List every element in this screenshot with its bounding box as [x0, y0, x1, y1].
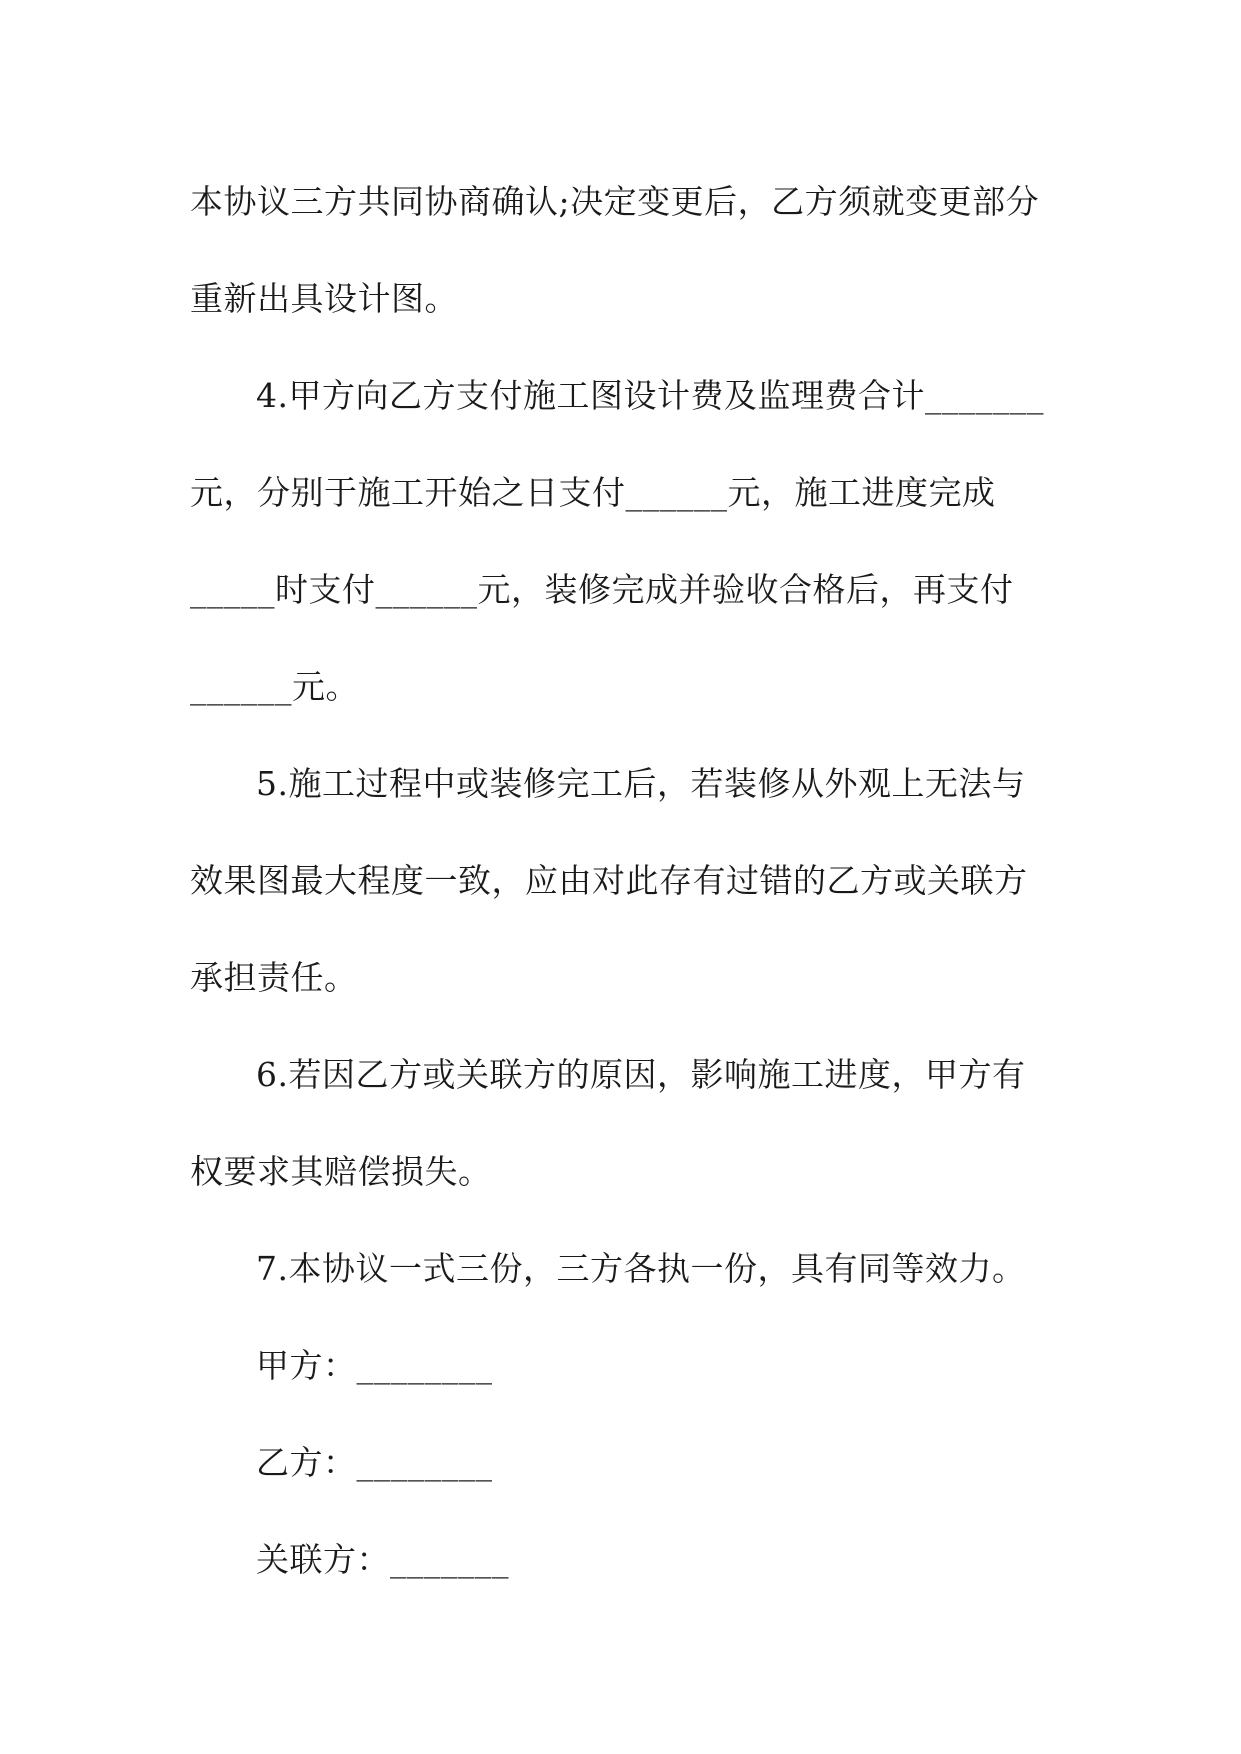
clause-4-line-1: 4.甲方向乙方支付施工图设计费及监理费合计_______ [256, 376, 1044, 415]
party-b-signature-line: 乙方：________ [256, 1443, 493, 1482]
clause-3-continuation-line-2: 重新出具设计图。 [190, 279, 458, 318]
clause-5-line-2: 效果图最大程度一致，应由对此存有过错的乙方或关联方 [190, 861, 1028, 900]
related-party-signature-line: 关联方：_______ [256, 1540, 509, 1579]
clause-3-continuation-line-1: 本协议三方共同协商确认;决定变更后，乙方须就变更部分 [190, 182, 1040, 221]
clause-6-line-2: 权要求其赔偿损失。 [190, 1152, 492, 1191]
clause-4-line-4: ______元。 [190, 667, 359, 706]
clause-6-line-1: 6.若因乙方或关联方的原因，影响施工进度，甲方有 [256, 1055, 1026, 1094]
party-a-signature-line: 甲方：________ [256, 1346, 493, 1385]
clause-4-line-3: _____时支付______元，装修完成并验收合格后，再支付 [190, 570, 1014, 609]
clause-5-line-1: 5.施工过程中或装修完工后，若装修从外观上无法与 [256, 764, 1026, 803]
clause-7-line-1: 7.本协议一式三份，三方各执一份，具有同等效力。 [256, 1249, 1026, 1288]
clause-5-line-3: 承担责任。 [190, 958, 358, 997]
clause-4-line-2: 元，分别于施工开始之日支付______元，施工进度完成 [190, 473, 996, 512]
